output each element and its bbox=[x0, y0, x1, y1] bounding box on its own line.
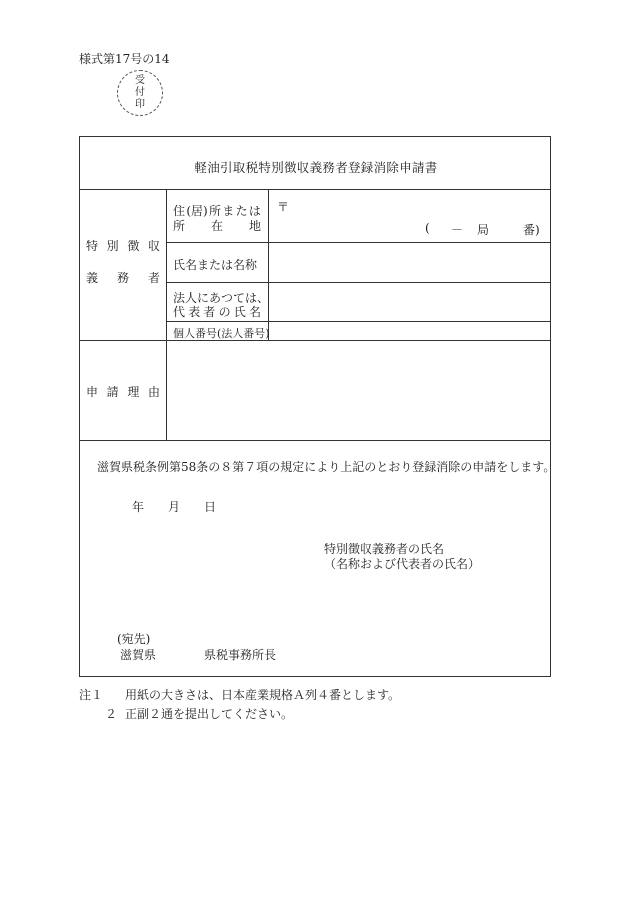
form-number: 様式第17号の14 bbox=[79, 52, 170, 66]
declaration-text: 滋賀県税条例第58条の８第７項の規定により上記のとおり登録消除の申請をします。 bbox=[97, 460, 556, 474]
reception-stamp-circle bbox=[117, 70, 163, 116]
stamp-char: 付 bbox=[135, 87, 145, 98]
phone-ban: 番) bbox=[523, 223, 540, 237]
name-label: 氏名または名称 bbox=[173, 258, 258, 272]
divider bbox=[166, 189, 167, 440]
divider bbox=[166, 282, 550, 283]
divider bbox=[80, 340, 550, 341]
rep-label-line2: 代 表 者 の 氏 名 bbox=[173, 305, 261, 319]
addressee-label: (宛先) bbox=[117, 632, 151, 646]
page-title: 軽油引取税特別徴収義務者登録消除申請書 bbox=[194, 160, 438, 175]
note-2-text: 正副２通を提出してください。 bbox=[125, 707, 294, 721]
address-label-line1: 住 (居) 所 ま た は bbox=[173, 204, 261, 218]
signer-label-line2: （名称および代表者の氏名） bbox=[324, 557, 481, 571]
application-form bbox=[79, 136, 556, 677]
phone-dash: － bbox=[451, 223, 464, 237]
postal-mark: 〒 bbox=[277, 200, 290, 214]
addressee-prefecture: 滋賀県 bbox=[120, 648, 157, 662]
note-2-number: ２ bbox=[105, 707, 118, 721]
reason-label: 申 請 理 由 bbox=[86, 385, 160, 399]
divider bbox=[80, 189, 550, 190]
signer-label-line1: 特別徴収義務者の氏名 bbox=[324, 542, 445, 556]
stamp-char: 受 bbox=[135, 75, 145, 86]
addressee-office: 県税事務所長 bbox=[204, 648, 277, 662]
stamp-char: 印 bbox=[135, 99, 145, 110]
date-day: 日 bbox=[204, 500, 217, 514]
divider bbox=[80, 440, 550, 441]
obligor-label-line2: 義 務 者 bbox=[86, 271, 160, 285]
divider bbox=[166, 321, 550, 322]
address-label-line2: 所 在 地 bbox=[173, 219, 261, 233]
phone-open: ( bbox=[425, 221, 430, 235]
note-1-number: 注１ bbox=[79, 688, 104, 702]
obligor-label-line1: 特 別 徴 収 bbox=[86, 239, 160, 253]
date-month: 月 bbox=[168, 500, 181, 514]
divider bbox=[166, 242, 550, 243]
phone-kyoku: 局 bbox=[477, 223, 490, 237]
divider bbox=[268, 189, 269, 340]
note-1-text: 用紙の大きさは、日本産業規格Ａ列４番とします。 bbox=[125, 688, 401, 702]
date-year: 年 bbox=[132, 500, 145, 514]
rep-label-line1: 法人にあつては、 bbox=[173, 291, 270, 305]
id-number-label: 個人番号(法人番号) bbox=[173, 327, 270, 340]
